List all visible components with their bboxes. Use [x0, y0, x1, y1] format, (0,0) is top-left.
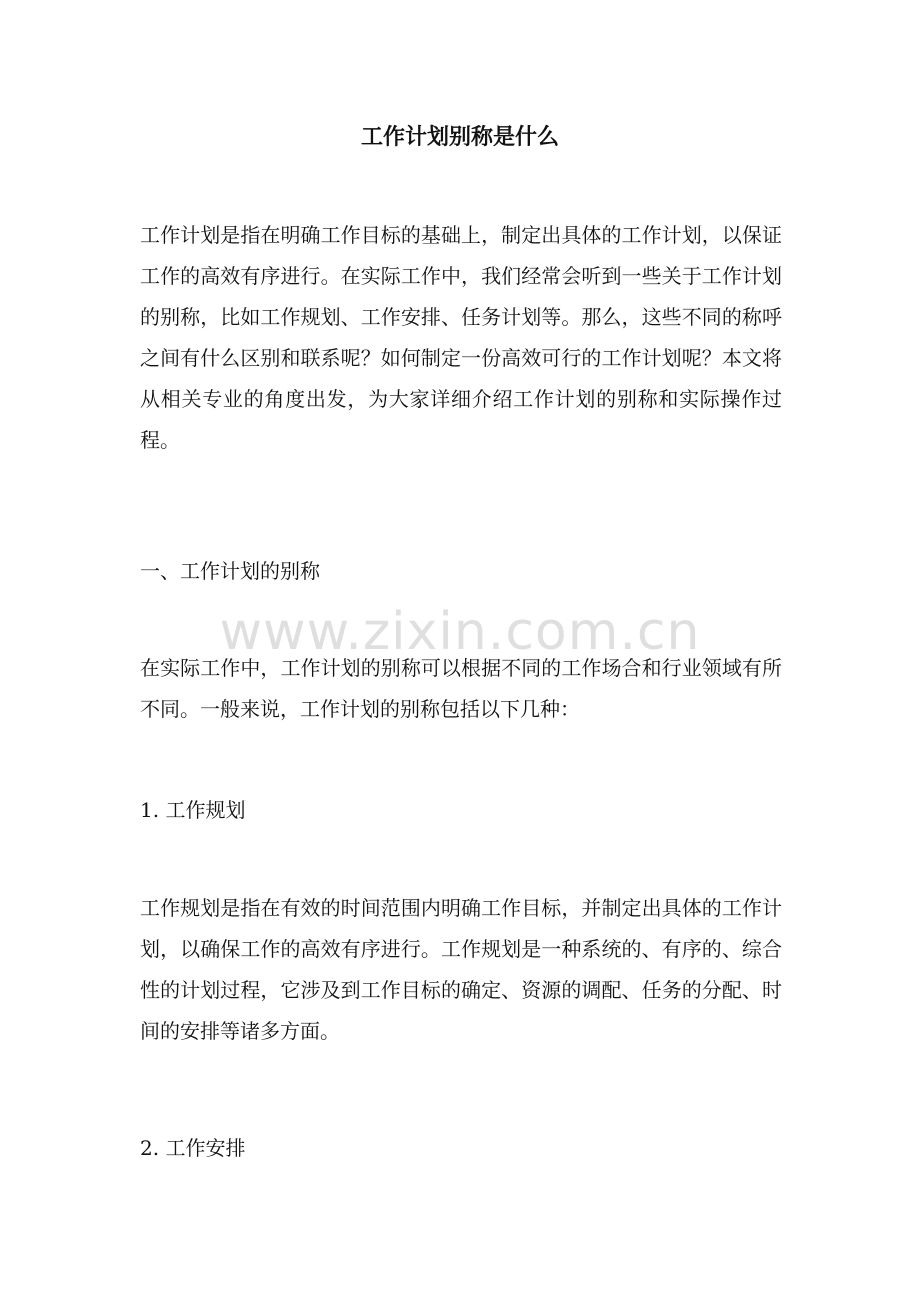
item-paragraph-work-planning: 工作规划是指在有效的时间范围内明确工作目标，并制定出具体的工作计划，以确保工作的高效有序进行。工作规划是一种系统的、有序的、综合性的计划过程，它涉及到工作目标的确定、资源的调配、任务的分配、时间的安排等诸多方面。 — [140, 896, 782, 1043]
document-title: 工作计划别称是什么 — [360, 125, 559, 150]
section-heading-aliases: 一、工作计划的别称 — [140, 559, 320, 583]
item-heading-work-planning: 1. 工作规划 — [140, 798, 246, 822]
section-paragraph-aliases: 在实际工作中，工作计划的别称可以根据不同的工作场合和行业领域有所不同。一般来说，工作计划的别称包括以下几种： — [140, 656, 782, 721]
watermark: www.zixin.com.cn — [219, 602, 701, 662]
intro-paragraph: 工作计划是指在明确工作目标的基础上，制定出具体的工作计划，以保证工作的高效有序进行。在实际工作中，我们经常会听到一些关于工作计划的别称，比如工作规划、工作安排、任务计划等。那么，这些不同的称呼之间有什么区别和联系呢？如何制定一份高效可行的工作计划呢？本文将从相关专业的角度出发，为大家详细介绍工作计划的别称和实际操作过程。 — [140, 223, 782, 452]
item-heading-work-arrangement: 2. 工作安排 — [140, 1136, 246, 1160]
